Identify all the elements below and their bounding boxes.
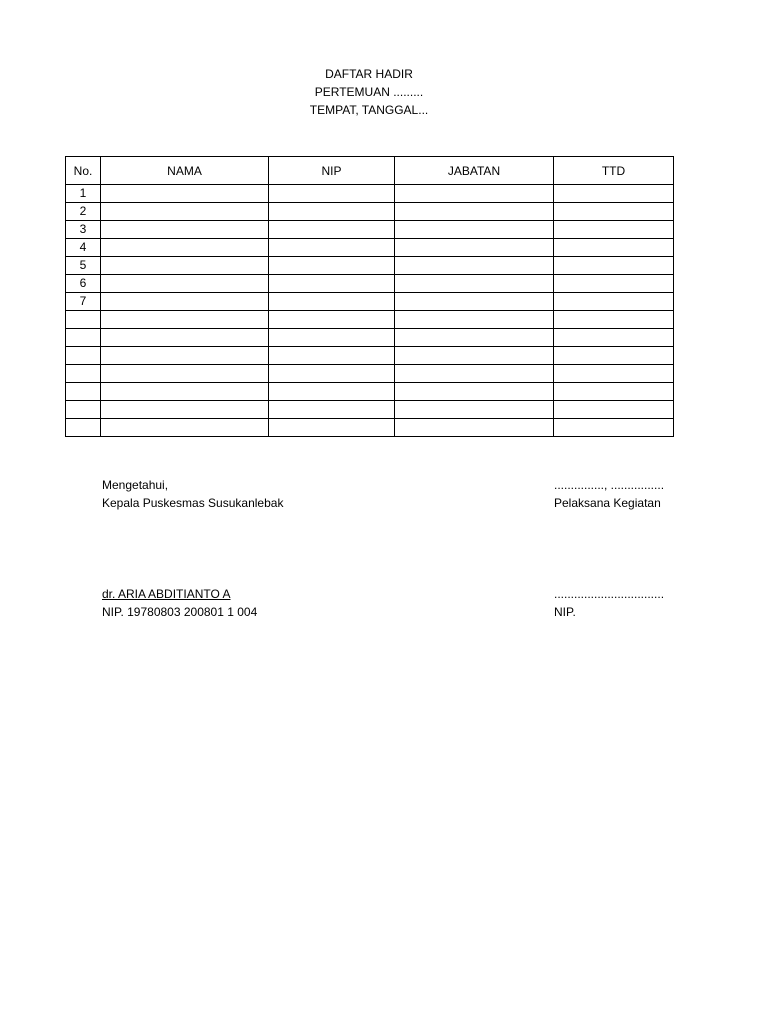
nama-cell	[101, 221, 269, 239]
signatory-nip-right: NIP.	[554, 605, 576, 619]
jabatan-cell	[395, 311, 554, 329]
nip-cell	[269, 257, 395, 275]
nama-cell	[101, 347, 269, 365]
row-number-cell	[66, 419, 101, 437]
ttd-cell	[554, 401, 674, 419]
ttd-cell	[554, 383, 674, 401]
nip-cell	[269, 401, 395, 419]
signatory-name-right: .................................	[554, 587, 665, 601]
jabatan-cell	[395, 257, 554, 275]
column-header-nip: NIP	[269, 157, 395, 185]
nip-cell	[269, 329, 395, 347]
table-row	[66, 419, 674, 437]
jabatan-cell	[395, 239, 554, 257]
ttd-cell	[554, 293, 674, 311]
column-header-ttd: TTD	[554, 157, 674, 185]
ttd-cell	[554, 203, 674, 221]
jabatan-cell	[395, 185, 554, 203]
place-date-placeholder: ..............., ................	[554, 478, 665, 492]
jabatan-cell	[395, 203, 554, 221]
document-title: DAFTAR HADIR	[325, 67, 413, 81]
nama-cell	[101, 419, 269, 437]
nama-cell	[101, 383, 269, 401]
signatory-name-left: dr. ARIA ABDITIANTO A	[102, 587, 231, 601]
nama-cell	[101, 401, 269, 419]
table-row	[66, 365, 674, 383]
ttd-cell	[554, 311, 674, 329]
jabatan-cell	[395, 275, 554, 293]
nip-cell	[269, 293, 395, 311]
nama-cell	[101, 257, 269, 275]
row-number-cell: 7	[66, 293, 101, 311]
nip-cell	[269, 365, 395, 383]
jabatan-cell	[395, 293, 554, 311]
jabatan-cell	[395, 383, 554, 401]
row-number-cell	[66, 401, 101, 419]
row-number-cell	[66, 329, 101, 347]
table-row	[66, 401, 674, 419]
nip-cell	[269, 383, 395, 401]
row-number-cell	[66, 383, 101, 401]
nip-cell	[269, 347, 395, 365]
nama-cell	[101, 203, 269, 221]
ttd-cell	[554, 257, 674, 275]
ttd-cell	[554, 221, 674, 239]
nama-cell	[101, 275, 269, 293]
activity-organizer-title: Pelaksana Kegiatan	[554, 496, 661, 510]
row-number-cell	[66, 311, 101, 329]
ttd-cell	[554, 329, 674, 347]
nama-cell	[101, 311, 269, 329]
nip-cell	[269, 275, 395, 293]
ttd-cell	[554, 365, 674, 383]
jabatan-cell	[395, 347, 554, 365]
ttd-cell	[554, 239, 674, 257]
ttd-cell	[554, 185, 674, 203]
nama-cell	[101, 329, 269, 347]
table-row	[66, 203, 674, 221]
table-row	[66, 185, 674, 203]
nip-cell	[269, 239, 395, 257]
row-number-cell: 3	[66, 221, 101, 239]
row-number-cell: 4	[66, 239, 101, 257]
jabatan-cell	[395, 329, 554, 347]
table-row	[66, 293, 674, 311]
table-row	[66, 383, 674, 401]
row-number-cell: 2	[66, 203, 101, 221]
ttd-cell	[554, 419, 674, 437]
head-of-puskesmas-title: Kepala Puskesmas Susukanlebak	[102, 496, 284, 510]
ttd-cell	[554, 347, 674, 365]
table-row	[66, 311, 674, 329]
acknowledged-label: Mengetahui,	[102, 478, 169, 492]
column-header-no: No.	[66, 157, 101, 185]
table-header-row	[66, 157, 674, 185]
attendance-table	[65, 156, 674, 437]
jabatan-cell	[395, 419, 554, 437]
table-row	[66, 239, 674, 257]
row-number-cell	[66, 347, 101, 365]
column-header-jabatan: JABATAN	[395, 157, 554, 185]
nip-cell	[269, 311, 395, 329]
signatory-nip-left: NIP. 19780803 200801 1 004	[102, 605, 258, 619]
row-number-cell	[66, 365, 101, 383]
row-number-cell: 1	[66, 185, 101, 203]
meeting-line: PERTEMUAN .........	[314, 85, 424, 99]
table-row	[66, 347, 674, 365]
jabatan-cell	[395, 365, 554, 383]
table-row	[66, 275, 674, 293]
row-number-cell: 6	[66, 275, 101, 293]
table-row	[66, 257, 674, 275]
nip-cell	[269, 221, 395, 239]
table-row	[66, 221, 674, 239]
nama-cell	[101, 293, 269, 311]
nama-cell	[101, 185, 269, 203]
row-number-cell: 5	[66, 257, 101, 275]
jabatan-cell	[395, 401, 554, 419]
jabatan-cell	[395, 221, 554, 239]
place-date-line: TEMPAT, TANGGAL...	[309, 103, 429, 117]
ttd-cell	[554, 275, 674, 293]
column-header-nama: NAMA	[101, 157, 269, 185]
table-row	[66, 329, 674, 347]
nip-cell	[269, 185, 395, 203]
document-header	[0, 65, 738, 119]
nama-cell	[101, 365, 269, 383]
nip-cell	[269, 203, 395, 221]
nama-cell	[101, 239, 269, 257]
nip-cell	[269, 419, 395, 437]
